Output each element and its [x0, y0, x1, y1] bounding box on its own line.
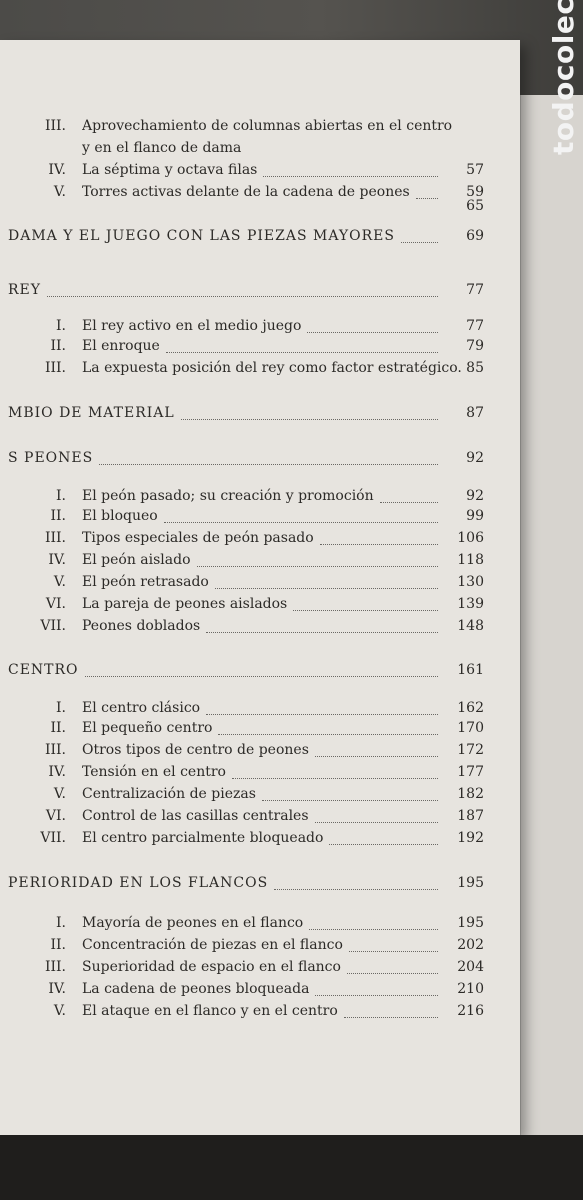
section-number: VII. [40, 830, 66, 846]
section-number: I. [56, 915, 66, 931]
dot-leader [166, 338, 438, 353]
toc-section-row [0, 508, 520, 530]
section-title: Mayoría de peones en el flanco [82, 915, 304, 931]
dot-leader [99, 450, 438, 465]
section-number: III. [44, 360, 66, 376]
section-number: III. [44, 118, 66, 134]
section-title: Torres activas delante de la cadena de peones [82, 184, 410, 200]
section-number: V. [53, 786, 66, 802]
section-title: El ataque en el flanco y en el centro [82, 1003, 338, 1019]
toc-chapter-row [0, 405, 520, 427]
dot-leader [293, 596, 438, 611]
section-number: IV. [48, 981, 66, 997]
toc-section-row [0, 700, 520, 722]
dot-leader [85, 662, 438, 677]
section-number: II. [50, 720, 66, 736]
section-title: El centro clásico [82, 700, 201, 716]
page-number: 195 [457, 915, 484, 931]
section-title: Tipos especiales de peón pasado [82, 530, 314, 546]
toc-section-row [0, 574, 520, 596]
page-number: 87 [466, 405, 484, 421]
toc-section-row [0, 808, 520, 830]
toc-section-row [0, 1003, 520, 1025]
page-number: 161 [457, 662, 484, 678]
dot-leader [206, 618, 438, 633]
section-number: VI. [45, 808, 66, 824]
toc-section-row [0, 338, 520, 360]
section-number: IV. [48, 162, 66, 178]
toc-section-row [0, 720, 520, 742]
page-number: 148 [457, 618, 484, 634]
dot-leader [206, 700, 438, 715]
section-number: III. [44, 742, 66, 758]
page-number: 177 [457, 764, 484, 780]
section-number: V. [53, 1003, 66, 1019]
section-title: Superioridad de espacio en el flanco [82, 959, 341, 975]
page-number: 57 [466, 162, 484, 178]
toc-section-row [0, 981, 520, 1003]
section-number: III. [44, 530, 66, 546]
page-number: 59 [466, 184, 484, 200]
toc-chapter-row [0, 875, 520, 897]
page-number: 130 [457, 574, 484, 590]
dot-leader [347, 959, 438, 974]
toc-section-row [0, 915, 520, 937]
dot-leader [218, 720, 438, 735]
chapter-title: DAMA Y EL JUEGO CON LAS PIEZAS MAYORES [8, 228, 395, 244]
page-number: 77 [466, 318, 484, 334]
section-title: El peón pasado; su creación y promoción [82, 488, 374, 504]
section-number: I. [56, 488, 66, 504]
page-number: 204 [457, 959, 484, 975]
toc-section-row [0, 596, 520, 618]
toc-chapter-row [0, 450, 520, 472]
toc-section-row [0, 959, 520, 981]
page-number: 69 [466, 228, 484, 244]
dot-leader [315, 981, 438, 996]
dot-leader [416, 184, 438, 199]
dot-leader [380, 488, 438, 503]
section-title: La séptima y octava filas [82, 162, 258, 178]
page-number: 118 [457, 552, 484, 568]
dot-leader [315, 742, 438, 757]
page-number: 172 [457, 742, 484, 758]
toc-section-row [0, 140, 520, 162]
section-number: IV. [48, 764, 66, 780]
page-number: 139 [457, 596, 484, 612]
toc-section-row [0, 488, 520, 510]
chapter-title: CENTRO [8, 662, 79, 678]
page-number: 195 [457, 875, 484, 891]
chapter-title: REY [8, 282, 42, 298]
section-title: Centralización de piezas [82, 786, 256, 802]
toc-section-row [0, 360, 520, 382]
section-number: IV. [48, 552, 66, 568]
toc-section-row [0, 318, 520, 340]
watermark-text [547, 95, 580, 155]
dot-leader [344, 1003, 438, 1018]
dot-leader [47, 282, 438, 297]
page-number: 216 [457, 1003, 484, 1019]
toc-section-row [0, 198, 520, 220]
section-title: Control de las casillas centrales [82, 808, 309, 824]
dot-leader [401, 228, 438, 243]
section-title: La expuesta posición del rey como factor estratégico. [82, 360, 462, 376]
toc-section-row [0, 618, 520, 640]
toc-chapter-row [0, 662, 520, 684]
section-number: V. [53, 184, 66, 200]
section-number: I. [56, 700, 66, 716]
section-number: II. [50, 338, 66, 354]
section-number: II. [50, 937, 66, 953]
dot-leader [215, 574, 438, 589]
toc-section-row [0, 552, 520, 574]
next-page-edge [518, 95, 583, 1145]
section-title: El rey activo en el medio juego [82, 318, 302, 334]
page-number: 77 [466, 282, 484, 298]
section-title: El centro parcialmente bloqueado [82, 830, 324, 846]
page-number: 187 [457, 808, 484, 824]
page-number: 92 [466, 488, 484, 504]
section-number: II. [50, 508, 66, 524]
section-title: Peones doblados [82, 618, 201, 634]
toc-section-row [0, 830, 520, 852]
dot-leader [329, 830, 438, 845]
section-title: y en el flanco de dama [82, 140, 242, 156]
dot-leader [197, 552, 438, 567]
chapter-title: PERIORIDAD EN LOS FLANCOS [8, 875, 269, 891]
dot-leader [320, 530, 438, 545]
page-number: 79 [466, 338, 484, 354]
page-number: 192 [457, 830, 484, 846]
section-title: El peón aislado [82, 552, 191, 568]
page-number: 85 [466, 360, 484, 376]
toc-chapter-row [0, 228, 520, 250]
dot-leader [274, 875, 438, 890]
section-number: VI. [45, 596, 66, 612]
page-number: 99 [466, 508, 484, 524]
page-number: 170 [457, 720, 484, 736]
section-title: La cadena de peones bloqueada [82, 981, 310, 997]
section-title: El bloqueo [82, 508, 158, 524]
bottom-shadow [0, 1135, 583, 1200]
section-number: I. [56, 318, 66, 334]
section-number: VII. [40, 618, 66, 634]
toc-section-row [0, 530, 520, 552]
section-title: El enroque [82, 338, 160, 354]
section-title: Aprovechamiento de columnas abiertas en el centro [82, 118, 453, 134]
dot-leader [181, 405, 438, 420]
page-number: 162 [457, 700, 484, 716]
section-number: V. [53, 574, 66, 590]
toc-section-row [0, 118, 520, 140]
section-number: III. [44, 959, 66, 975]
section-title: La pareja de peones aislados [82, 596, 288, 612]
toc-section-row [0, 937, 520, 959]
dot-leader [309, 915, 438, 930]
toc-chapter-row [0, 282, 520, 304]
page-number: 92 [466, 450, 484, 466]
dot-leader [262, 786, 438, 801]
toc-section-row [0, 162, 520, 184]
chapter-title: S PEONES [8, 450, 94, 466]
section-title: El peón retrasado [82, 574, 209, 590]
page-number: 106 [457, 530, 484, 546]
page-number: 202 [457, 937, 484, 953]
dot-leader [164, 508, 438, 523]
chapter-title: MBIO DE MATERIAL [8, 405, 175, 421]
section-title: Concentración de piezas en el flanco [82, 937, 343, 953]
toc-section-row [0, 764, 520, 786]
page-number: 182 [457, 786, 484, 802]
toc-section-row [0, 742, 520, 764]
dot-leader [263, 162, 438, 177]
dot-leader [315, 808, 438, 823]
page-number: 65 [466, 198, 484, 214]
toc-section-row [0, 786, 520, 808]
section-title: Tensión en el centro [82, 764, 226, 780]
dot-leader [232, 764, 438, 779]
page-number: 210 [457, 981, 484, 997]
section-title: Otros tipos de centro de peones [82, 742, 309, 758]
dot-leader [307, 318, 438, 333]
dot-leader [349, 937, 438, 952]
section-title: El pequeño centro [82, 720, 213, 736]
